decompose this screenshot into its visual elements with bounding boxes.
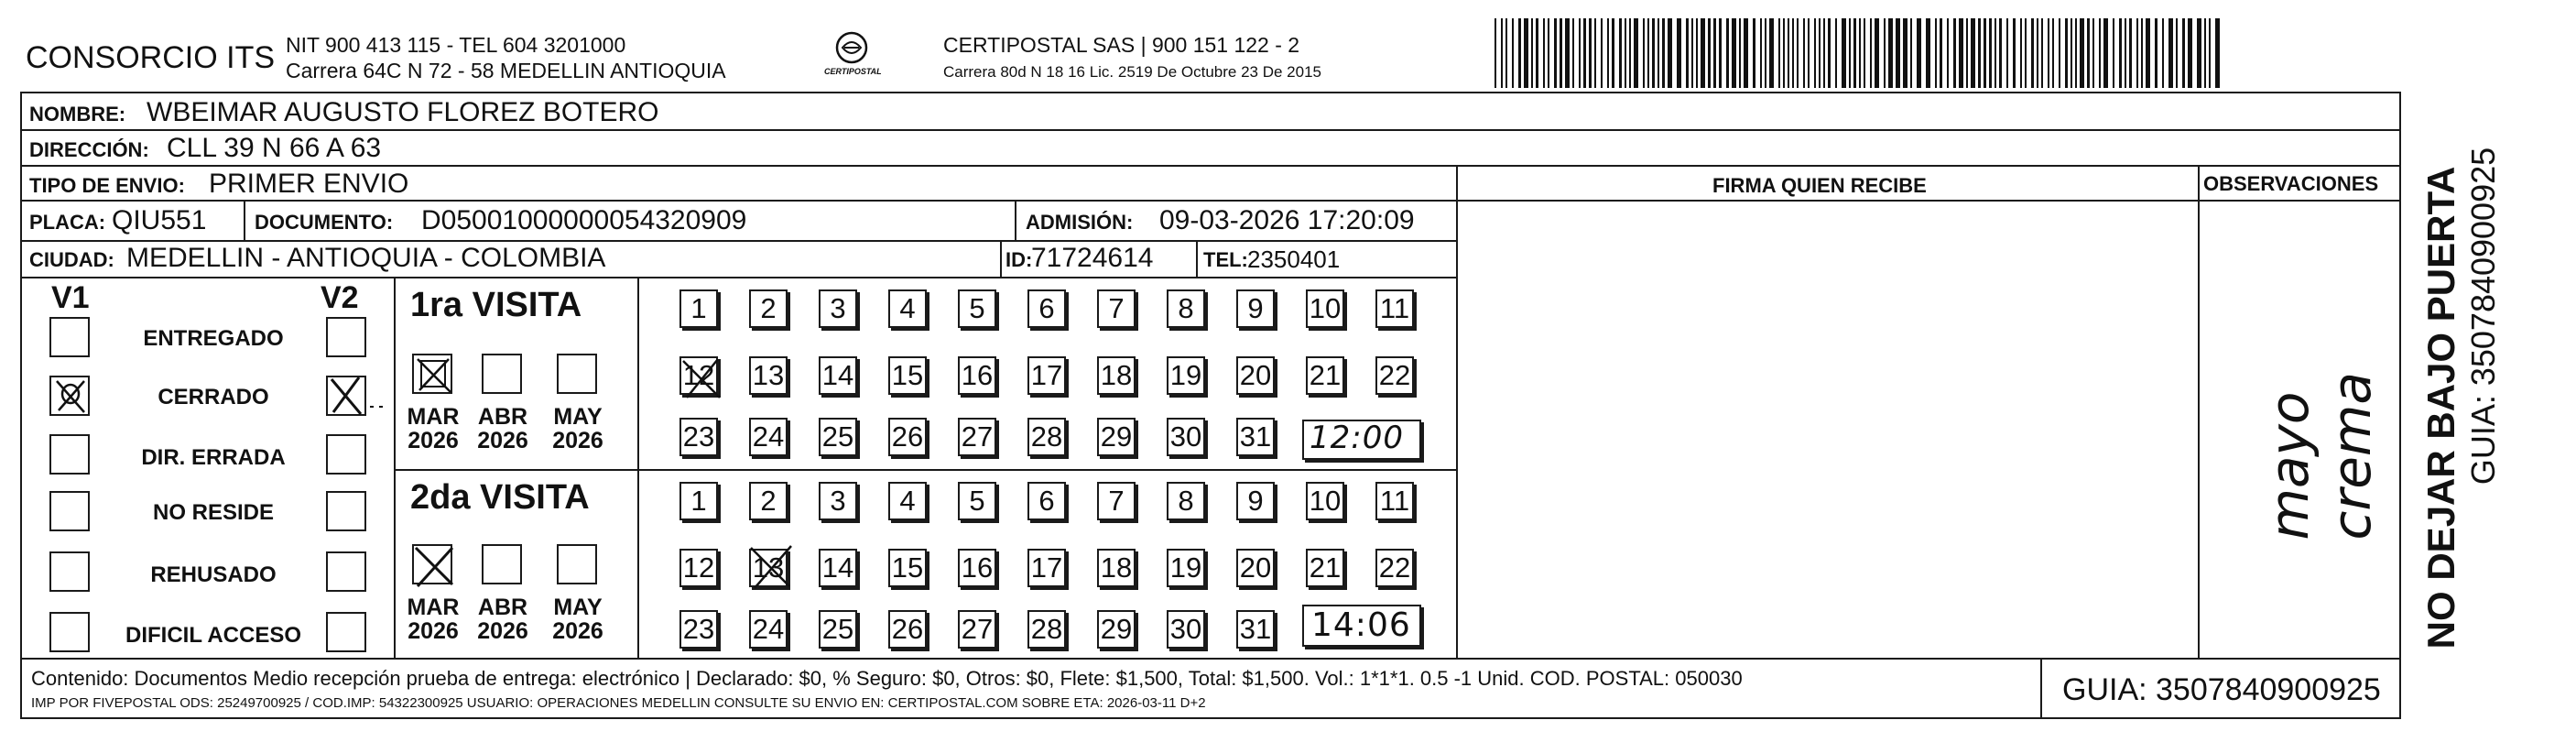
- status-rehusado: REHUSADO: [150, 562, 277, 587]
- observaciones-note: mayo crema: [2258, 372, 2383, 540]
- v2-checkbox-no-reside[interactable]: [326, 491, 366, 531]
- certipostal-logo: [806, 27, 897, 82]
- visit2-day-17[interactable]: 17: [1027, 549, 1066, 587]
- visit2-day-19[interactable]: 19: [1167, 549, 1205, 587]
- visit1-day-19[interactable]: 19: [1167, 356, 1205, 395]
- admision-label: ADMISIÓN:: [1026, 211, 1134, 234]
- visit2-day-9[interactable]: 9: [1236, 482, 1275, 520]
- visit2-month-box-abr[interactable]: [482, 544, 522, 584]
- visit1-day-8[interactable]: 8: [1167, 289, 1205, 328]
- visit1-day-10[interactable]: 10: [1306, 289, 1344, 328]
- visit2-day-15[interactable]: 15: [888, 549, 927, 587]
- visit2-day-22[interactable]: 22: [1375, 549, 1414, 587]
- visit1-day-17[interactable]: 17: [1027, 356, 1066, 395]
- visit2-day-16[interactable]: 16: [958, 549, 996, 587]
- visit2-day-28[interactable]: 28: [1027, 610, 1066, 649]
- visit2-day-1[interactable]: 1: [679, 482, 718, 520]
- visit2-month-box-may[interactable]: [557, 544, 597, 584]
- visit2-day-14[interactable]: 14: [819, 549, 857, 587]
- visit2-month-abr: ABR 2026: [477, 595, 528, 645]
- license-line: Carrera 80d N 18 16 Lic. 2519 De Octubre 23 De 2015: [943, 63, 1321, 81]
- nit-line: NIT 900 413 115 - TEL 604 3201000: [286, 33, 626, 57]
- visit2-mar-mark: [412, 544, 456, 588]
- visit1-day-18[interactable]: 18: [1097, 356, 1136, 395]
- visit1-day-1[interactable]: 1: [679, 289, 718, 328]
- visit1-time: 12:00: [1310, 420, 1404, 456]
- observaciones-header: OBSERVACIONES: [2203, 172, 2379, 195]
- visit2-month-may: MAY 2026: [552, 595, 603, 645]
- visit2-day-7[interactable]: 7: [1097, 482, 1136, 520]
- visit1-month-box-abr[interactable]: [482, 354, 522, 394]
- visit1-month-box-may[interactable]: [557, 354, 597, 394]
- documento-value: D05001000000054320909: [421, 205, 747, 235]
- tel-value: 2350401: [1247, 246, 1341, 273]
- status-cerrado: CERRADO: [158, 385, 269, 409]
- direccion-value: CLL 39 N 66 A 63: [167, 133, 382, 163]
- id-label: ID:: [1005, 248, 1033, 271]
- visit1-title: 1ra VISITA: [410, 286, 582, 324]
- visit1-month-may: MAY 2026: [552, 404, 603, 454]
- visit2-day-24[interactable]: 24: [749, 610, 788, 649]
- v1-label: V1: [51, 280, 90, 315]
- nombre-value: WBEIMAR AUGUSTO FLOREZ BOTERO: [147, 97, 659, 127]
- visit2-day-26[interactable]: 26: [888, 610, 927, 649]
- v1-checkbox-dificil-acceso[interactable]: [49, 612, 90, 652]
- v1-cerrado-mark: [46, 370, 97, 421]
- visit2-day-5[interactable]: 5: [958, 482, 996, 520]
- tipo-envio-value: PRIMER ENVIO: [209, 169, 409, 199]
- visit2-day13-mark: [745, 542, 795, 592]
- visit1-day-4[interactable]: 4: [888, 289, 927, 328]
- id-value: 71724614: [1031, 243, 1154, 273]
- visit1-day-5[interactable]: 5: [958, 289, 996, 328]
- visit1-day-16[interactable]: 16: [958, 356, 996, 395]
- visit2-day-6[interactable]: 6: [1027, 482, 1066, 520]
- address-line: Carrera 64C N 72 - 58 MEDELLIN ANTIOQUIA: [286, 59, 726, 82]
- visit2-day-23[interactable]: 23: [679, 610, 718, 649]
- visit1-day-26[interactable]: 26: [888, 418, 927, 456]
- documento-label: DOCUMENTO:: [255, 211, 394, 234]
- visit1-day-28[interactable]: 28: [1027, 418, 1066, 456]
- visit1-day12-mark: [679, 357, 723, 401]
- visit1-mar-mark: [412, 354, 456, 398]
- visit2-day-8[interactable]: 8: [1167, 482, 1205, 520]
- visit2-day-27[interactable]: 27: [958, 610, 996, 649]
- ciudad-value: MEDELLIN - ANTIOQUIA - COLOMBIA: [126, 243, 606, 273]
- visit1-day-23[interactable]: 23: [679, 418, 718, 456]
- visit1-day-21[interactable]: 21: [1306, 356, 1344, 395]
- nombre-label: NOMBRE:: [29, 103, 126, 126]
- footer-contenido: Contenido: Documentos Medio recepción prueba de entrega: electrónico | Declarado: $0, % Seguro: $0, Otros: $0, Flete: $1,500, Total: $1,500. Vol.: 1*1*1. 0.5 -1 Unid. COD. POSTAL: 050030: [31, 667, 1743, 690]
- v2-checkbox-dificil-acceso[interactable]: [326, 612, 366, 652]
- firma-header: FIRMA QUIEN RECIBE: [1712, 174, 1927, 197]
- visit2-day-11[interactable]: 11: [1375, 482, 1414, 520]
- tipo-envio-label: TIPO DE ENVIO:: [29, 174, 185, 197]
- visit2-day-10[interactable]: 10: [1306, 482, 1344, 520]
- status-no-reside: NO RESIDE: [152, 500, 275, 525]
- v1-checkbox-dir-errada[interactable]: [49, 434, 90, 475]
- visit1-day-31[interactable]: 31: [1236, 418, 1275, 456]
- placa-value: QIU551: [112, 205, 207, 235]
- visit1-day-11[interactable]: 11: [1375, 289, 1414, 328]
- visit1-day-25[interactable]: 25: [819, 418, 857, 456]
- status-entregado: ENTREGADO: [143, 326, 284, 351]
- v1-checkbox-rehusado[interactable]: [49, 551, 90, 592]
- no-dejar-notice: NO DEJAR BAJO PUERTA: [2419, 166, 2462, 649]
- visit1-day-22[interactable]: 22: [1375, 356, 1414, 395]
- visit2-day-18[interactable]: 18: [1097, 549, 1136, 587]
- visit1-day-29[interactable]: 29: [1097, 418, 1136, 456]
- visit1-month-abr: ABR 2026: [477, 404, 528, 454]
- visit1-day-30[interactable]: 30: [1167, 418, 1205, 456]
- visit2-month-mar: MAR 2026: [407, 595, 460, 645]
- visit1-day-2[interactable]: 2: [749, 289, 788, 328]
- status-dir-errada: DIR. ERRADA: [141, 445, 286, 470]
- direccion-label: DIRECCIÓN:: [29, 138, 149, 161]
- visit1-day-9[interactable]: 9: [1236, 289, 1275, 328]
- visit1-day-14[interactable]: 14: [819, 356, 857, 395]
- visit2-day-2[interactable]: 2: [749, 482, 788, 520]
- logo-text: CERTIPOSTAL: [824, 67, 882, 76]
- v2-checkbox-rehusado[interactable]: [326, 551, 366, 592]
- tel-label: TEL:: [1203, 248, 1248, 271]
- v2-checkbox-dir-errada[interactable]: [326, 434, 366, 475]
- visit2-day-25[interactable]: 25: [819, 610, 857, 649]
- ciudad-label: CIUDAD:: [29, 248, 114, 271]
- side-guia: GUIA: 3507840900925: [2464, 147, 2502, 486]
- visit2-day-31[interactable]: 31: [1236, 610, 1275, 649]
- placa-label: PLACA:: [29, 211, 106, 234]
- visit1-day-7[interactable]: 7: [1097, 289, 1136, 328]
- footer-imp: IMP POR FIVEPOSTAL ODS: 25249700925 / COD.IMP: 54322300925 USUARIO: OPERACIONES MEDELLIN CONSULTE SU ENVIO EN: CERTIPOSTAL.COM SOBRE ETA: 2026-03-11 D+2: [31, 695, 1206, 711]
- visit1-month-mar: MAR 2026: [407, 404, 460, 454]
- visit1-day-12[interactable]: 12: [679, 356, 718, 395]
- visit2-title: 2da VISITA: [410, 478, 590, 517]
- visit2-day-21[interactable]: 21: [1306, 549, 1344, 587]
- visit1-day-13[interactable]: 13: [749, 356, 788, 395]
- visit1-day-20[interactable]: 20: [1236, 356, 1275, 395]
- visit1-day-15[interactable]: 15: [888, 356, 927, 395]
- status-dificil-acceso: DIFICIL ACCESO: [125, 623, 301, 648]
- visit2-day-20[interactable]: 20: [1236, 549, 1275, 587]
- barcode: [1495, 18, 2227, 88]
- v2-label: V2: [321, 280, 359, 315]
- v2-cerrado-mark: [322, 370, 396, 421]
- certipostal-line: CERTIPOSTAL SAS | 900 151 122 - 2: [943, 33, 1300, 57]
- visit2-day-13[interactable]: 13: [749, 549, 788, 587]
- visit2-time: 14:06: [1311, 606, 1411, 644]
- visit1-day-6[interactable]: 6: [1027, 289, 1066, 328]
- visit2-day-30[interactable]: 30: [1167, 610, 1205, 649]
- visit2-day-3[interactable]: 3: [819, 482, 857, 520]
- visit1-day-3[interactable]: 3: [819, 289, 857, 328]
- visit2-day-12[interactable]: 12: [679, 549, 718, 587]
- visit2-day-29[interactable]: 29: [1097, 610, 1136, 649]
- footer-guia: GUIA: 3507840900925: [2062, 672, 2381, 707]
- admision-value: 09-03-2026 17:20:09: [1159, 205, 1415, 235]
- company-name: CONSORCIO ITS: [26, 40, 276, 75]
- v1-checkbox-no-reside[interactable]: [49, 491, 90, 531]
- v1-checkbox-entregado[interactable]: [49, 317, 90, 357]
- visit2-day-4[interactable]: 4: [888, 482, 927, 520]
- v2-checkbox-entregado[interactable]: [326, 317, 366, 357]
- visit1-day-24[interactable]: 24: [749, 418, 788, 456]
- visit1-day-27[interactable]: 27: [958, 418, 996, 456]
